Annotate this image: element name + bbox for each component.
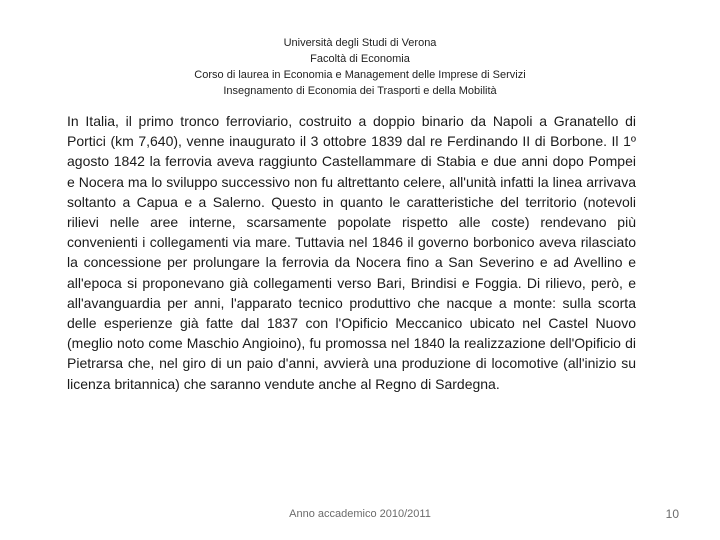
faculty-name: Facoltà di Economia [310, 53, 410, 65]
academic-year-footer: Anno accademico 2010/2011 [289, 508, 431, 520]
university-name: Università degli Studi di Verona [283, 37, 437, 49]
body-paragraph: In Italia, il primo tronco ferroviario, costruito a doppio binario da Napoli a Granatello di Portici (km 7,640), venne inaugurato il 3 ottobre 1839 dal re Ferdinando II di Borbone. Il 1º agosto 1842 la ferrovia aveva raggiunto Castellammare di Stabia e due anni dopo Pompei e Nocera ma lo sviluppo successivo non fu altrettanto celere, all'unità infatti la linea arrivava soltanto a Capua e a Salerno. Questo in quanto le caratteristiche del territorio (notevoli rilievi nelle aree interne, scarsamente popolate rispetto alle coste) rendevano più convenienti i collegamenti via mare. Tuttavia nel 1846 il governo borbonico aveva rilasciato la concessione per prolungare la ferrovia da Nocera fino a San Severino e ad Avellino e all'epoca si proponevano già collegamenti verso Bari, Brindisi e Foggia. Di rilievo, però, e all'avanguardia per anni, l'apparato tecnico produttivo che nacque a monte: sulla scorta delle esperienze già fatte dal 1837 con l'Opificio Meccanico ubicato nel Castel Nuovo (meglio noto come Maschio Angioino), fu promossa nel 1840 la realizzazione dell'Opificio di Pietrarsa che, nel giro di un paio d'anni, avvierà una produzione di locomotive (all'inizio su licenza britannica) che saranno vendute anche al Regno di Sardegna. [67, 113, 636, 392]
slide-header [60, 35, 660, 99]
course-name: Corso di laurea in Economia e Management delle Imprese di Servizi [194, 69, 526, 81]
page-number: 10 [665, 507, 679, 521]
subject-name: Insegnamento di Economia dei Trasporti e della Mobilità [223, 85, 497, 97]
